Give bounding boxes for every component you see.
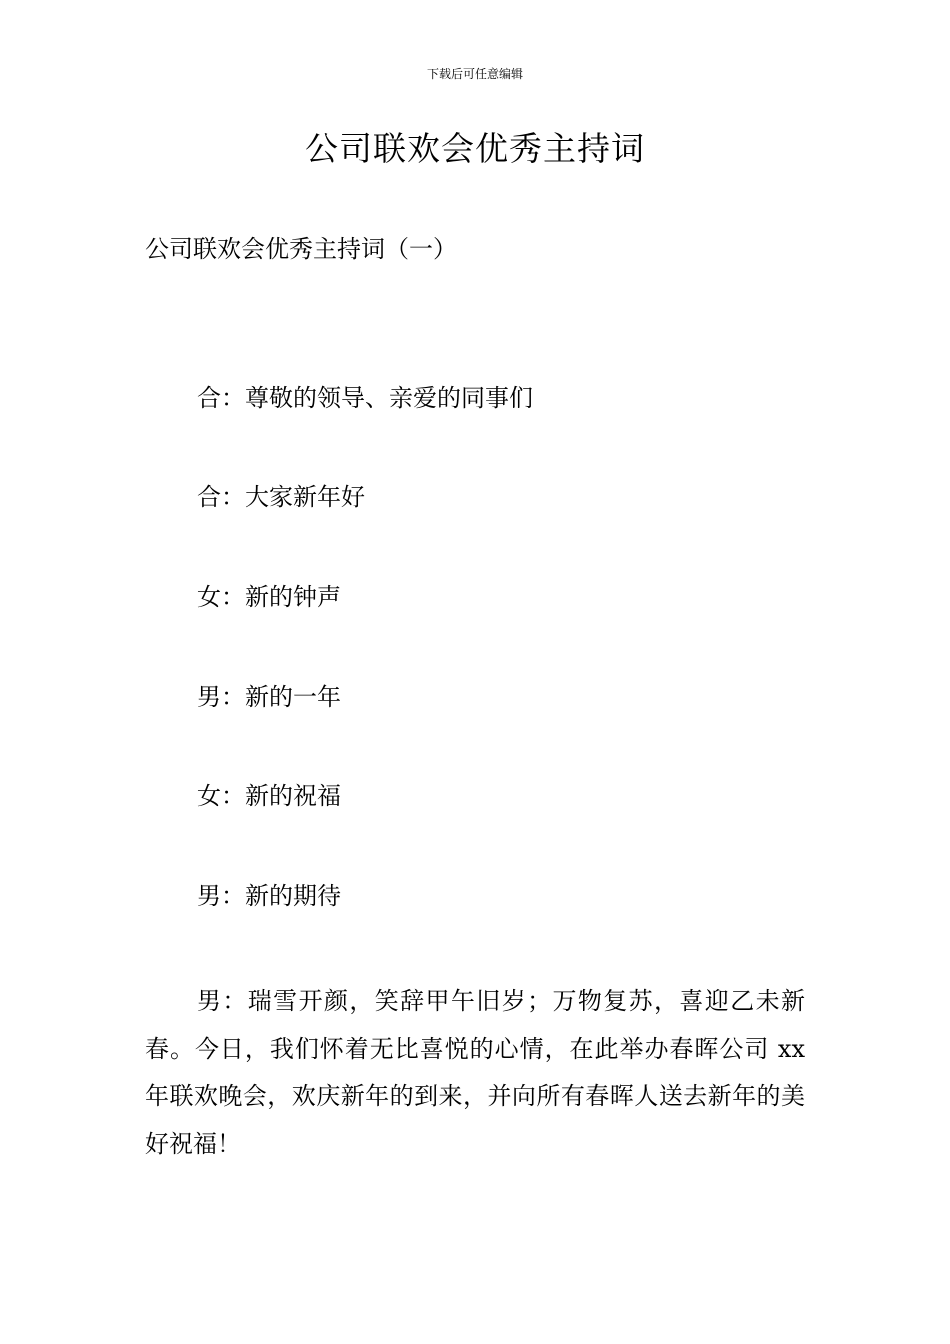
- page-header-note: 下载后可任意编辑: [426, 67, 523, 81]
- dialogue-line: 女：新的祝福: [197, 782, 341, 810]
- dialogue-line: 合：尊敬的领导、亲爱的同事们: [197, 384, 533, 412]
- dialogue-line: 合：大家新年好: [197, 483, 365, 511]
- dialogue-line: 男：新的期待: [197, 882, 341, 910]
- dialogue-line: 男：新的一年: [197, 683, 341, 711]
- dialogue-line: 女：新的钟声: [197, 583, 341, 611]
- section-heading: 公司联欢会优秀主持词（一）: [145, 235, 457, 263]
- document-title: 公司联欢会优秀主持词: [305, 129, 645, 168]
- body-paragraph: 男：瑞雪开颜，笑辞甲午旧岁；万物复苏，喜迎乙未新春。今日，我们怀着无比喜悦的心情，在此举办春晖公司 xx 年联欢晚会，欢庆新年的到来，并向所有春晖人送去新年的美好祝福！: [145, 987, 805, 1158]
